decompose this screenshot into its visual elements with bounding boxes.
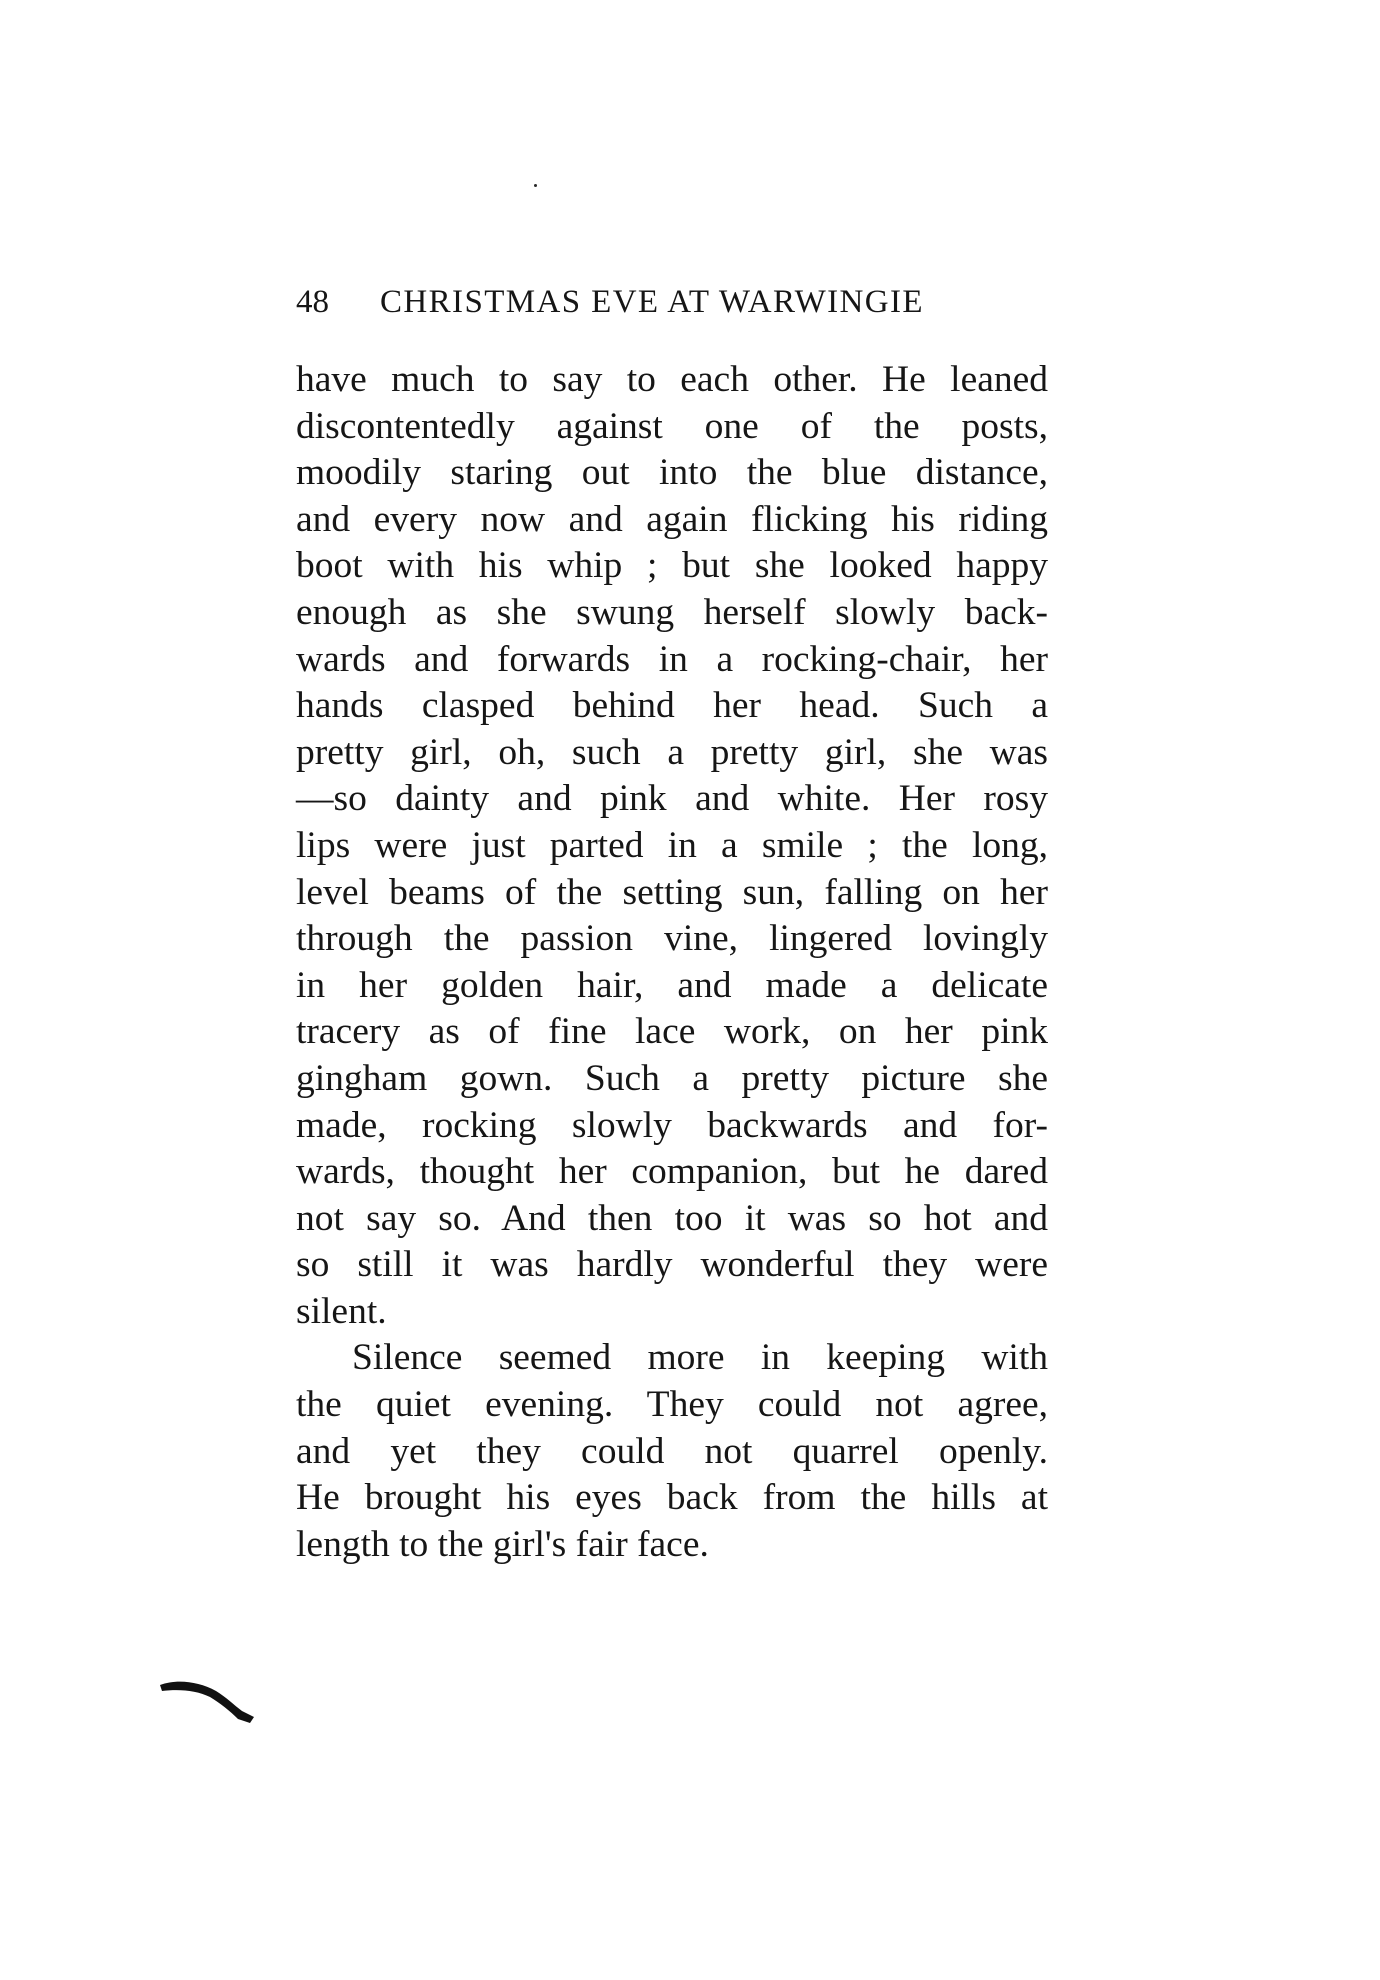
- text-line: level beams of the setting sun, falling on her: [296, 871, 1048, 913]
- text-line: not say so. And then too it was so hot and: [296, 1197, 1048, 1239]
- running-head-title: CHRISTMAS EVE AT WARWINGIE: [380, 284, 924, 320]
- page-number: 48: [296, 284, 329, 320]
- body-text: [296, 357, 1048, 1568]
- text-line: tracery as of fine lace work, on her pink: [296, 1011, 1048, 1053]
- running-head: [296, 282, 1056, 322]
- ink-mark: [158, 1675, 258, 1725]
- text-line: boot with his whip ; but she looked happy: [296, 545, 1048, 587]
- text-line: moodily staring out into the blue distance,: [296, 452, 1048, 494]
- text-line: length to the girl's fair face.: [296, 1523, 709, 1565]
- text-line: wards and forwards in a rocking-chair, her: [296, 638, 1048, 680]
- text-line: enough as she swung herself slowly back-: [296, 591, 1048, 633]
- text-line: silent.: [296, 1290, 387, 1332]
- text-line: wards, thought her companion, but he dared: [296, 1151, 1048, 1193]
- text-line: He brought his eyes back from the hills at: [296, 1477, 1048, 1519]
- text-line: and every now and again flicking his riding: [296, 498, 1048, 540]
- text-line: and yet they could not quarrel openly.: [296, 1430, 1048, 1472]
- text-line: made, rocking slowly backwards and for-: [296, 1104, 1048, 1146]
- paragraph-2: [296, 1335, 1048, 1568]
- text-line: the quiet evening. They could not agree,: [296, 1384, 1048, 1426]
- text-line: pretty girl, oh, such a pretty girl, she was: [296, 731, 1048, 773]
- text-line: through the passion vine, lingered lovingly: [296, 918, 1048, 960]
- text-line: lips were just parted in a smile ; the long,: [296, 824, 1048, 866]
- ink-speck: [534, 184, 537, 187]
- text-line: gingham gown. Such a pretty picture she: [296, 1057, 1048, 1099]
- text-line: —so dainty and pink and white. Her rosy: [296, 778, 1048, 820]
- text-line: hands clasped behind her head. Such a: [296, 685, 1048, 727]
- text-line: so still it was hardly wonderful they were: [296, 1244, 1048, 1286]
- text-line: Silence seemed more in keeping with: [352, 1337, 1048, 1379]
- paragraph-1: [296, 357, 1048, 1335]
- text-line: in her golden hair, and made a delicate: [296, 964, 1048, 1006]
- text-line: discontentedly against one of the posts,: [296, 405, 1048, 447]
- text-line: have much to say to each other. He leaned: [296, 359, 1048, 400]
